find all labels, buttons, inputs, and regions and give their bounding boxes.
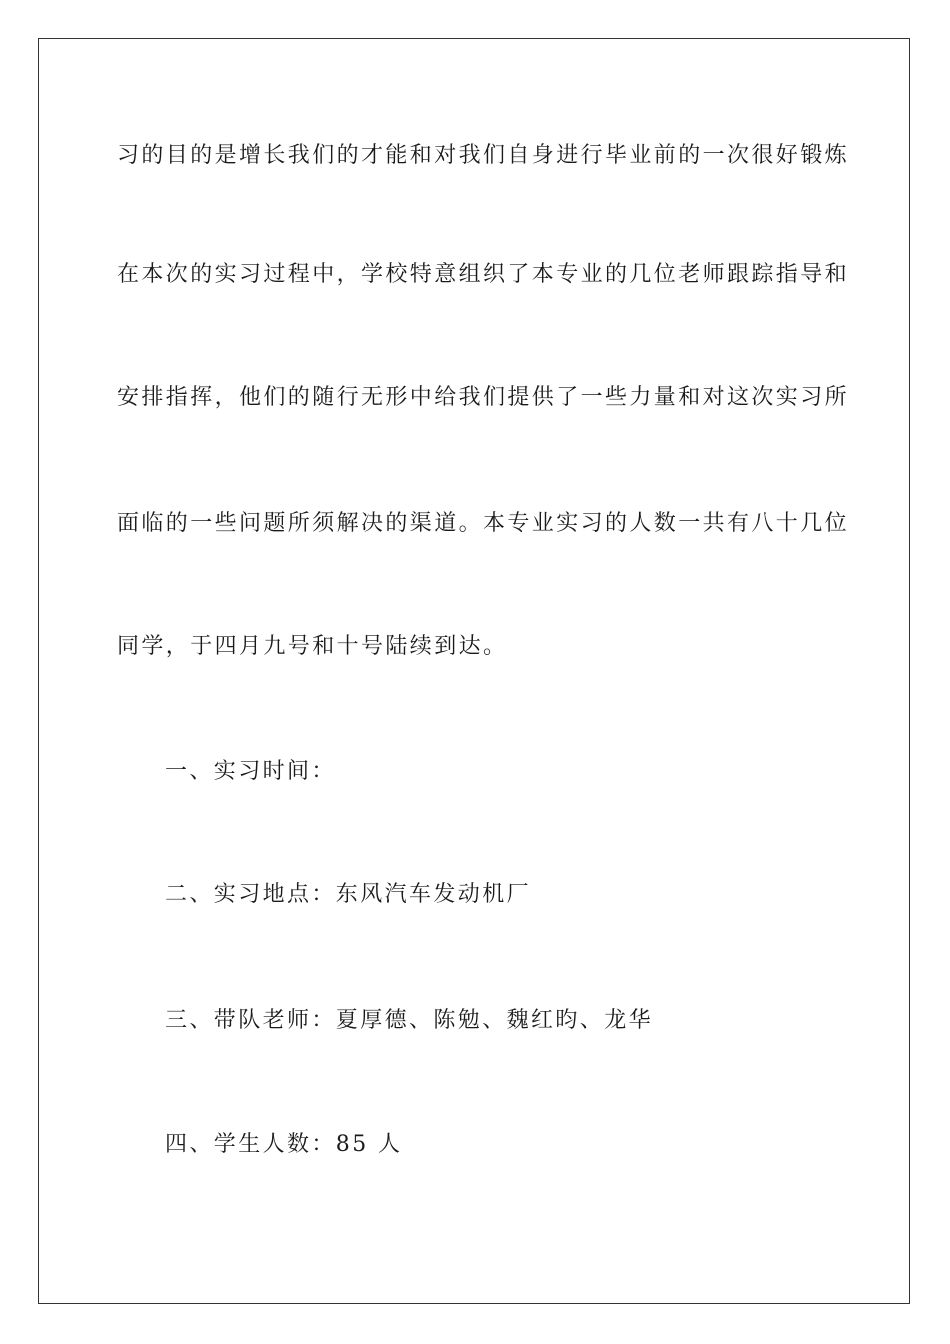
paragraph-line: 面临的一些问题所须解决的渠道。本专业实习的人数一共有八十几位: [117, 511, 850, 536]
paragraph-line: 同学，于四月九号和十号陆续到达。: [117, 634, 508, 659]
paragraph-line: 在本次的实习过程中，学校特意组织了本专业的几位老师跟踪指导和: [117, 262, 850, 287]
paragraph-line: 习的目的是增长我们的才能和对我们自身进行毕业前的一次很好锻炼: [117, 143, 850, 168]
paragraph-line: 安排指挥，他们的随行无形中给我们提供了一些力量和对这次实习所: [117, 385, 850, 410]
item-internship-time: 一、实习时间：: [165, 759, 336, 784]
item-student-count: 四、学生人数：85 人: [165, 1132, 403, 1157]
item-internship-location: 二、实习地点：东风汽车发动机厂: [165, 882, 532, 907]
item-supervising-teachers: 三、带队老师：夏厚德、陈勉、魏红昀、龙华: [165, 1008, 654, 1033]
page-border: [38, 38, 910, 1304]
